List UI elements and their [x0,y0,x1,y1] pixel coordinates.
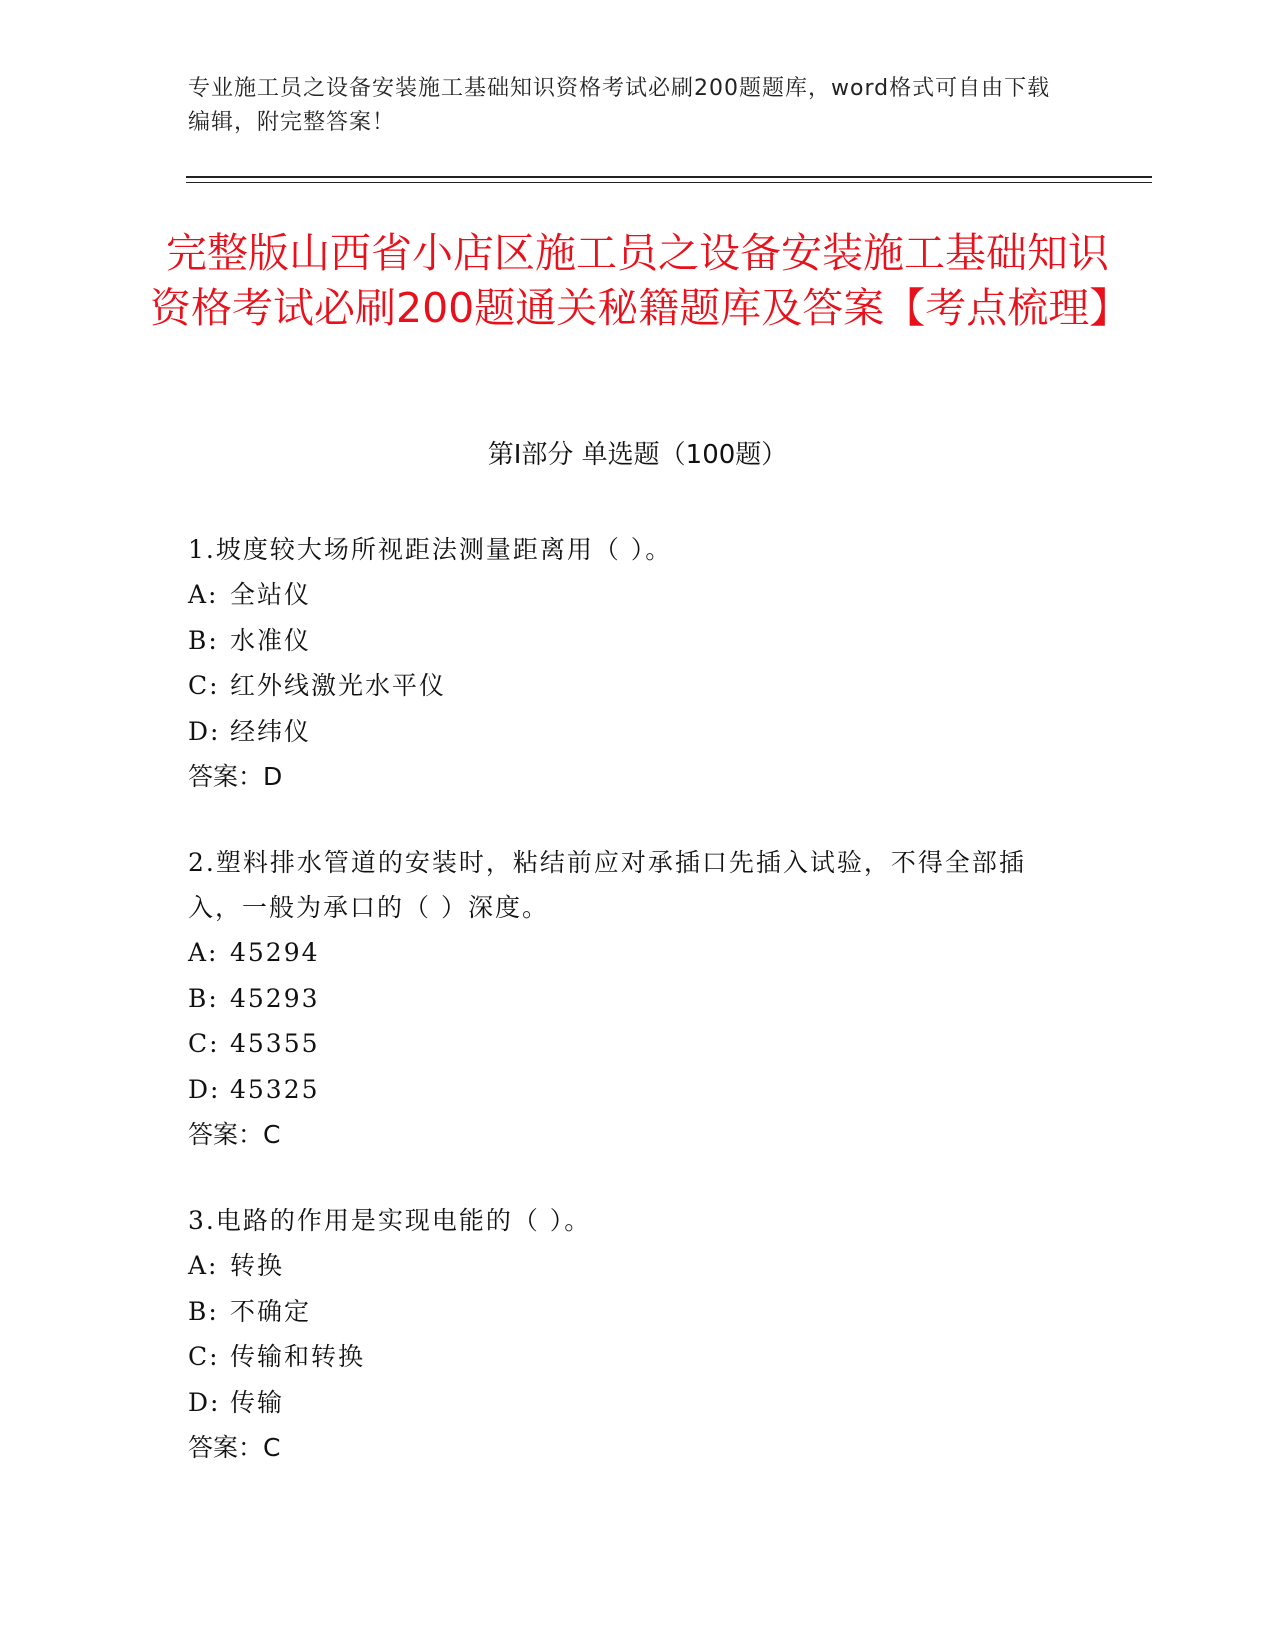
section-title: 第Ⅰ部分 单选题（100题） [487,440,788,470]
option-letter: C: [188,1029,220,1058]
question-stem: 3.电路的作用是实现电能的（ ）。 [188,1206,592,1235]
option-text: 45325 [230,1074,320,1104]
question-stem: 1.坡度较大场所视距法测量距离用（ ）。 [188,535,673,564]
header-divider-thick [186,176,1152,178]
option-d [188,709,1068,755]
option-c [188,1334,1068,1380]
option-letter: C: [188,671,220,700]
option-text: 经纬仪 [230,716,312,746]
option-text: 水准仪 [230,625,312,655]
option-letter: D: [188,1074,221,1104]
answer: 答案：D [188,762,283,791]
option-a [188,572,1068,618]
option-letter: D: [188,716,221,746]
option-letter: C: [188,1342,220,1371]
option-c [188,1021,1068,1067]
question-2 [188,840,1068,1158]
option-text: 45355 [230,1029,320,1058]
option-text: 不确定 [230,1296,312,1326]
option-c [188,663,1068,709]
option-text: 45294 [230,938,320,967]
option-letter: B: [188,1296,219,1326]
option-letter: D: [188,1387,221,1417]
question-list [188,527,1068,1511]
header-note: 专业施工员之设备安装施工基础知识资格考试必刷200题题库，word格式可自由下载编辑，附完整答案！ [188,76,1051,135]
document-title: 完整版山西省小店区施工员之设备安装施工基础知识资格考试必刷200题通关秘籍题库及答案【考点梳理】 [150,229,1131,332]
option-letter: A: [188,938,219,967]
option-text: 全站仪 [230,580,312,609]
option-b [188,1289,1068,1335]
option-b [188,618,1068,664]
option-text: 传输 [230,1387,285,1417]
option-letter: B: [188,983,219,1013]
option-text: 转换 [230,1251,285,1280]
option-b [188,976,1068,1022]
question-3 [188,1198,1068,1471]
option-a [188,930,1068,976]
option-letter: A: [188,1251,219,1280]
option-d [188,1380,1068,1426]
answer: 答案：C [188,1120,281,1149]
question-stem: 2.塑料排水管道的安装时，粘结前应对承插口先插入试验，不得全部插入，一般为承口的（ ）深度。 [188,848,1026,922]
option-letter: B: [188,625,219,655]
option-text: 传输和转换 [230,1342,366,1371]
option-d [188,1067,1068,1113]
header-divider-thin [186,182,1152,183]
option-text: 红外线激光水平仪 [230,671,447,700]
option-a [188,1243,1068,1289]
question-1 [188,527,1068,800]
answer: 答案：C [188,1433,281,1462]
option-letter: A: [188,580,219,609]
option-text: 45293 [230,983,320,1013]
